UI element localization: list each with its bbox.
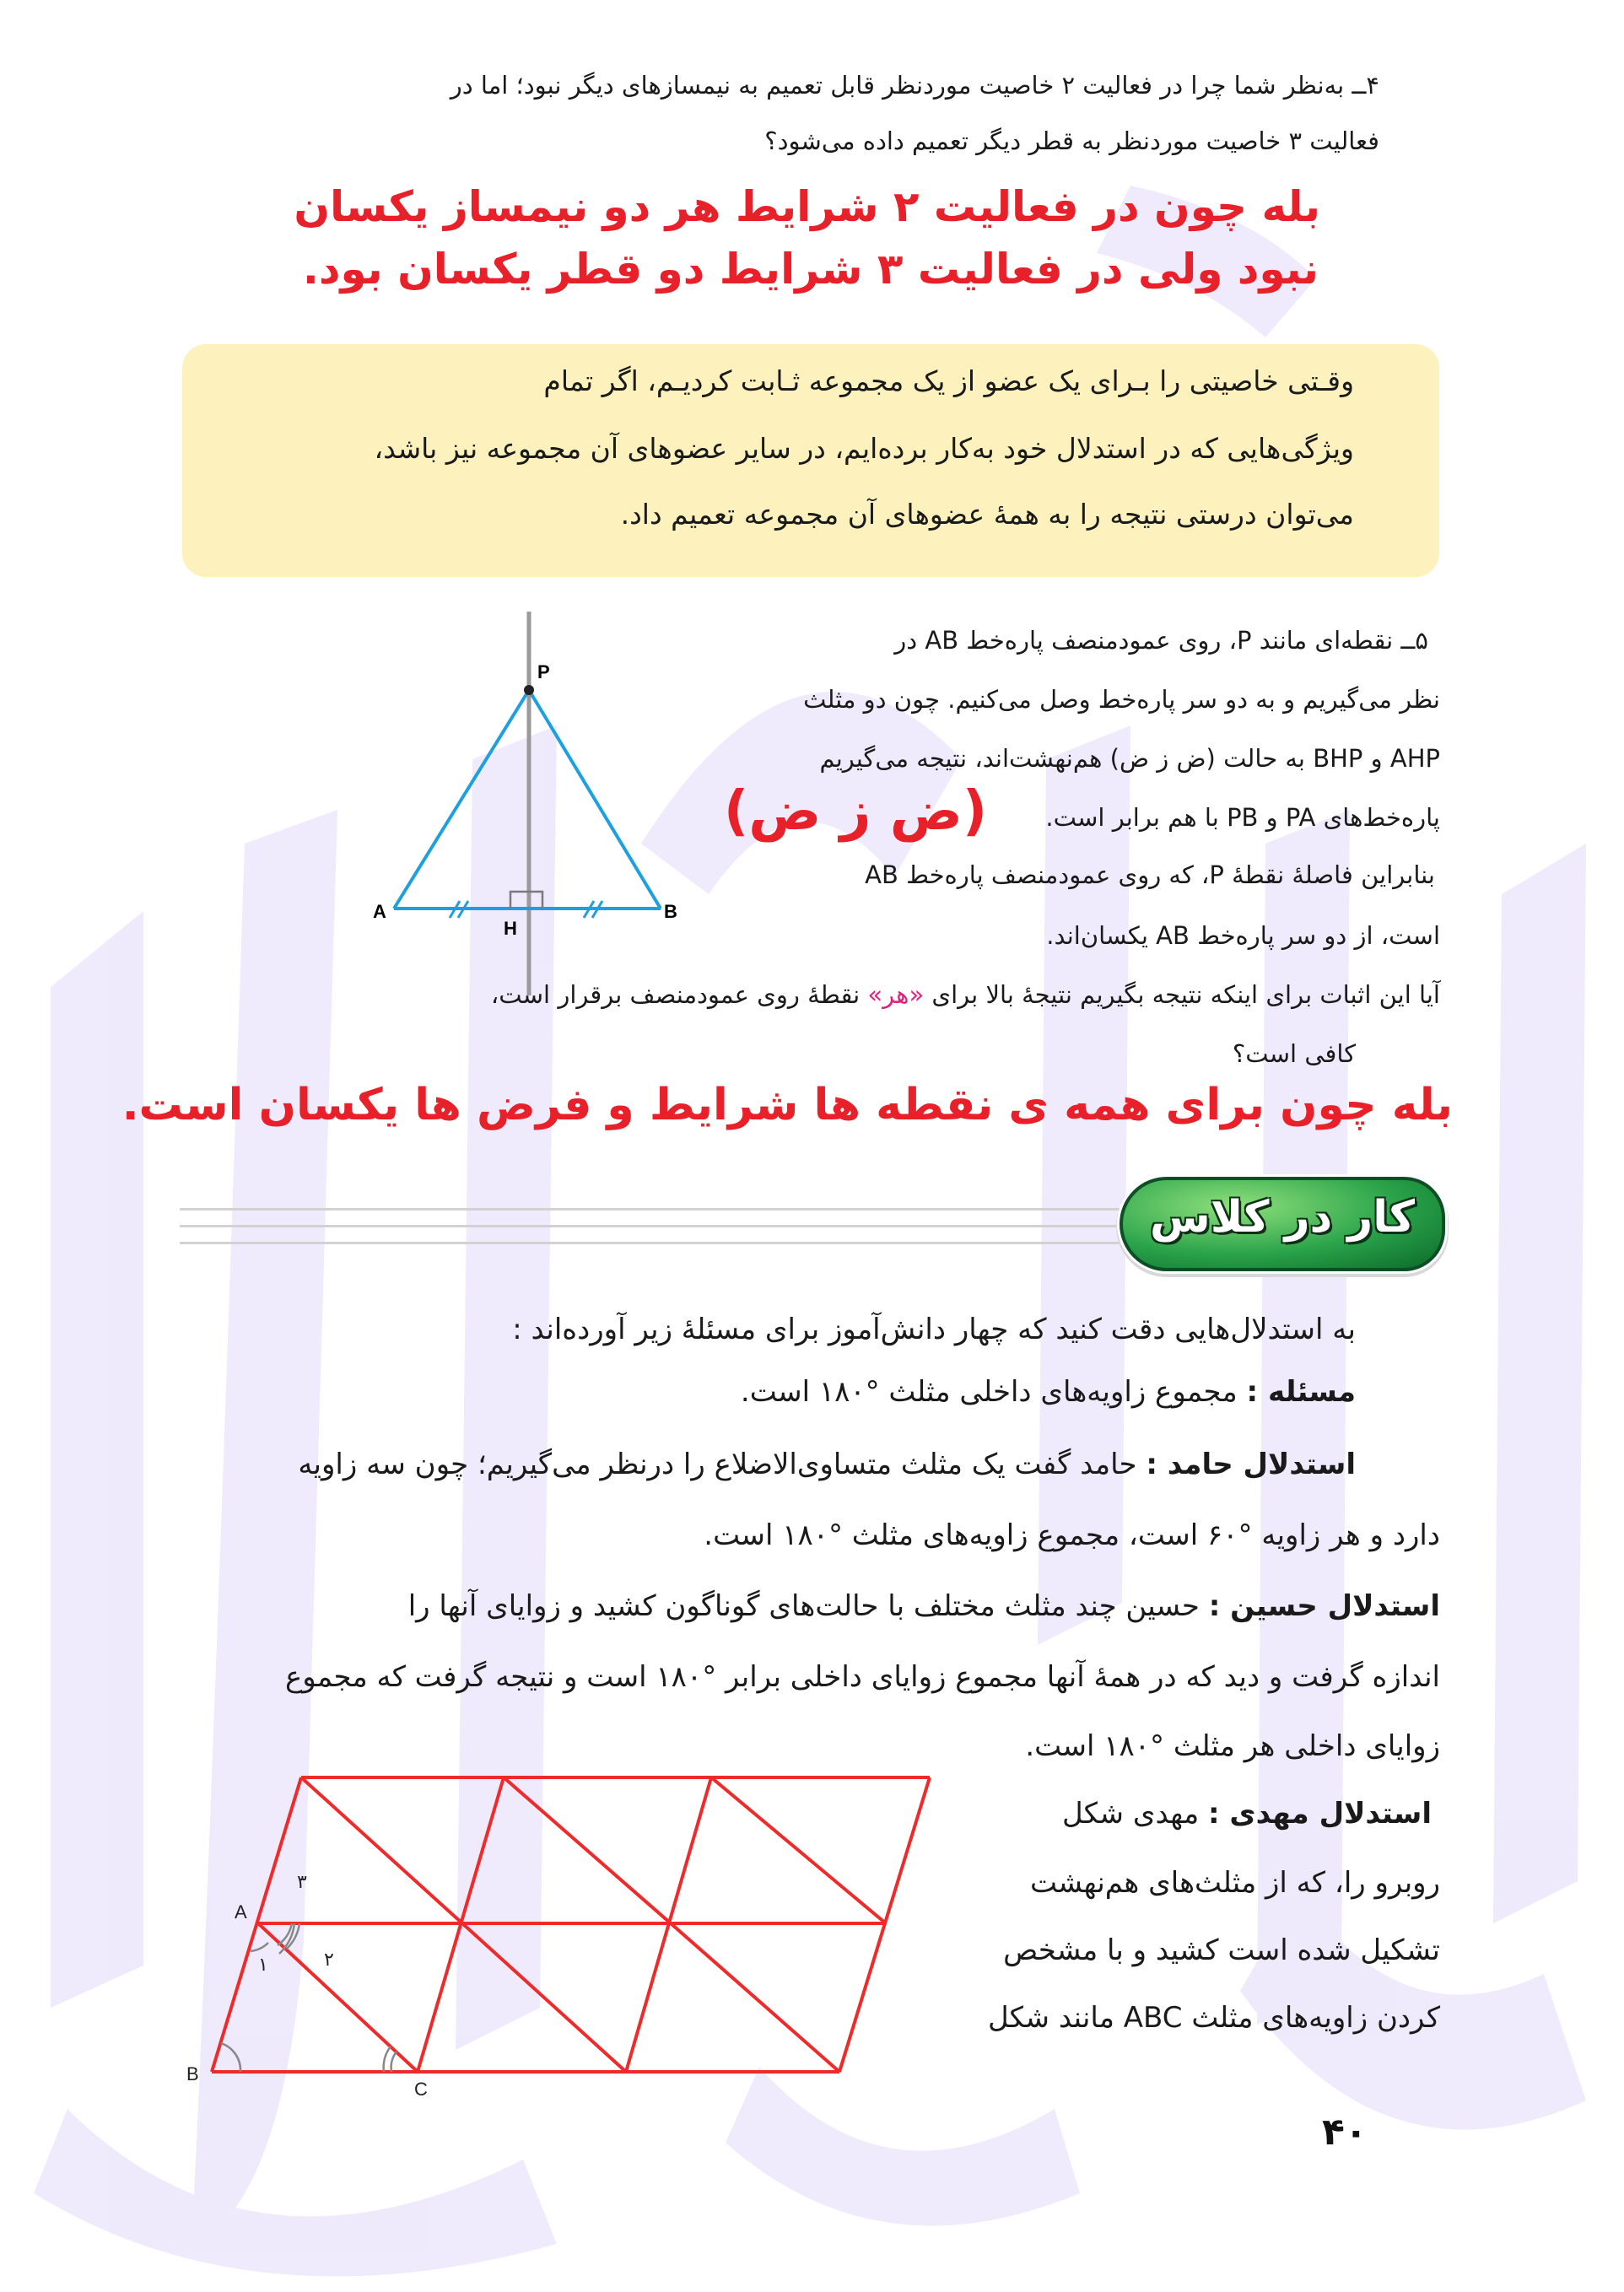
label-a: A [235,1901,247,1923]
tess-diag-bottom-3 [671,1923,839,2072]
label-c: C [414,2079,428,2100]
tessellation-figure [169,1763,945,2109]
label-h: H [504,918,517,939]
handwritten-annotation: (ض ز ض) [724,780,988,843]
label-a: A [373,901,386,922]
question5-line8: کافی است؟ [1232,1039,1356,1068]
hossein-text: حسین چند مثلث مختلف با حالت‌های گوناگون کشید و زوایای آنها را [407,1589,1209,1623]
mahdi-line2: روبرو را، که از مثلث‌های هم‌نهشت [1029,1866,1440,1900]
question5-line3: AHP و BHP به حالت (ض ز ض) هم‌نهشت‌اند، نتیجه می‌گیریم [819,744,1440,773]
tess-diag-top-3 [711,1777,886,1923]
hamed-line1 [298,1448,1356,1481]
question5-line1: ۵ــ نقطه‌ای مانند P، روی عمودمنصف پاره‌خط AB در [894,626,1428,655]
hossein-line2: اندازه گرفت و دید که در همهٔ آنها مجموع زوایای داخلی برابر °۱۸۰ است و نتیجه گرفت که مجموع [284,1660,1440,1694]
classwork-badge [1120,1177,1445,1271]
question4-answer-line1: بله چون در فعالیت ۲ شرایط هر دو نیمساز یکسان [294,182,1320,231]
note-line1: وقـتی خاصیتی را بـرای یک عضو از یک مجموعه ثـابت کردیـم، اگر تمام [543,364,1354,397]
question5-line7 [491,980,1440,1009]
hamed-label: استدلال حامد : [1146,1448,1356,1481]
page-number: ۴۰ [1322,2111,1368,2154]
angle-1-label: ۱ [258,1954,268,1975]
question5-line6: است، از دو سر پاره‌خط AB یکسان‌اند. [1046,921,1440,950]
question5-line2: نظر می‌گیریم و به دو سر پاره‌خط وصل می‌کنیم. چون دو مثلث [803,685,1440,714]
question4-line2: فعالیت ۳ خاصیت موردنظر به قطر دیگر تعمیم داده می‌شود؟ [764,127,1379,155]
tess-diag-bottom-1 [258,1923,418,2072]
question5-answer: بله چون برای همه ی نقطه ها شرایط و فرض ها یکسان است. [121,1080,1453,1130]
right-angle-mark [510,892,542,909]
hossein-line1 [408,1589,1440,1623]
angle-3-label: ۳ [297,1871,307,1892]
point-p [524,685,534,695]
question5-line7-after: نقطهٔ روی عمودمنصف برقرار است، [490,980,868,1009]
mahdi-line1 [1062,1797,1432,1831]
angle-c-arc-2 [391,2052,397,2072]
classwork-badge-label: کار در کلاس [1149,1192,1415,1243]
mahdi-label: استدلال مهدی : [1208,1797,1432,1831]
label-b: B [664,901,677,922]
mahdi-line4: کردن زاویه‌های مثلث ABC مانند شکل [988,2001,1440,2035]
question5-line5: بنابراین فاصلهٔ نقطهٔ P، که روی عمودمنصف پاره‌خط AB [865,860,1435,889]
label-p: P [537,661,550,682]
question5-line7-before: آیا این اثبات برای اینکه نتیجه بگیریم نتیجهٔ بالا برای [924,980,1440,1009]
classwork-intro: به استدلال‌هایی دقت کنید که چهار دانش‌آموز برای مسئلهٔ زیر آورده‌اند : [512,1313,1356,1346]
question5-line4: پاره‌خط‌های PA و PB با هم برابر است. [1045,803,1440,832]
angle-2-label: ۲ [324,1949,334,1970]
angle-1-arc [251,1943,268,1951]
tess-diag-bottom-2 [462,1923,626,2072]
tess-diag-top-1 [301,1777,462,1923]
angle-b-arc [221,2043,240,2072]
hamed-text: حامد گفت یک مثلث متساوی‌الاضلاع را درنظر می‌گیریم؛ چون سه زاویه [298,1448,1147,1481]
problem-text: مجموع زاویه‌های داخلی مثلث °۱۸۰ است. [740,1375,1247,1409]
tess-diag-top-2 [504,1777,671,1923]
emphasis-har: «هر» [867,980,925,1009]
classwork-problem [741,1375,1356,1409]
note-line2: ویژگی‌هایی که در استدلال خود به‌کار برده‌ایم، در سایر عضوهای آن مجموعه نیز باشد، [374,432,1354,465]
hossein-label: استدلال حسین : [1208,1589,1440,1623]
angle-c-arc-1 [384,2047,391,2072]
mahdi-text: مهدی شکل [1062,1797,1208,1831]
problem-label: مسئله : [1246,1375,1356,1409]
perpendicular-bisector-figure [354,607,709,1004]
note-line3: می‌توان درستی نتیجه را به همهٔ عضوهای آن مجموعه تعمیم داد. [620,498,1354,531]
label-b: B [186,2063,199,2084]
mahdi-line3: تشکیل شده است کشید و با مشخص [1003,1933,1440,1967]
hamed-line2: دارد و هر زاویه °۶۰ است، مجموع زاویه‌های مثلث °۱۸۰ است. [704,1518,1440,1552]
question4-line1: ۴ــ به‌نظر شما چرا در فعالیت ۲ خاصیت موردنظر قابل تعمیم به نیمسازهای دیگر نبود؛ اما در [450,71,1379,100]
hossein-line3: زوایای داخلی هر مثلث °۱۸۰ است. [1025,1729,1440,1763]
question4-answer-line2: نبود ولی در فعالیت ۳ شرایط دو قطر یکسان بود. [302,245,1319,294]
